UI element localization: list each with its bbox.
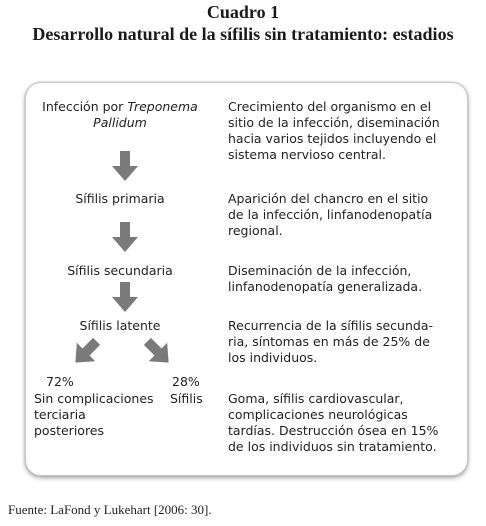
outcome-left-label <box>34 391 174 439</box>
description-line: de la infección, linfanodenopatía <box>228 207 433 222</box>
description-infection <box>228 99 460 163</box>
arrow-down-left-icon <box>66 334 106 370</box>
description-line: tardías. Destrucción ósea en 15% <box>228 423 439 438</box>
description-line: Aparición del chancro en el sitio <box>228 191 429 206</box>
description-latent <box>228 318 460 366</box>
outcome-left-label-line-3: posteriores <box>34 423 105 438</box>
outcome-right-percent: 28% <box>172 374 200 389</box>
description-tertiary <box>228 391 460 455</box>
outcome-right-label: Sífilis <box>170 391 203 406</box>
description-line: Crecimiento del organismo en el <box>228 99 432 114</box>
outcome-left-percent: 72% <box>46 374 74 389</box>
stage-infection-prefix: Infección por <box>42 99 124 114</box>
arrow-down-icon <box>112 282 138 312</box>
description-secondary <box>228 263 460 295</box>
description-line: hacia varios tejidos incluyendo el <box>228 131 437 146</box>
description-line: Goma, sífilis cardiovascular, <box>228 391 404 406</box>
figure-title: Cuadro 1 <box>206 2 280 22</box>
stage-primary: Sífilis primaria <box>75 191 165 206</box>
description-line: de los individuos sin tratamiento. <box>228 439 437 454</box>
description-line: Diseminación de la infección, <box>228 263 412 278</box>
stage-infection <box>32 99 208 131</box>
description-line: complicaciones neurológicas <box>228 407 408 422</box>
stage-secondary: Sífilis secundaria <box>67 263 173 278</box>
outcome-left-label-line-1: Sin complicaciones <box>34 391 154 406</box>
description-line: regional. <box>228 223 283 238</box>
stage-infection-organism-2: Pallidum <box>93 115 147 130</box>
stage-latent: Sífilis latente <box>79 318 161 333</box>
outcome-left-label-line-2: terciaria <box>34 407 86 422</box>
figure-subtitle: Desarrollo natural de la sífilis sin tratamiento: estadios <box>32 24 454 44</box>
description-primary <box>228 191 460 239</box>
stage-infection-organism-1: Treponema <box>127 99 198 114</box>
arrow-down-right-icon <box>138 334 178 370</box>
description-line: ria, síntomas en más de 25% de <box>228 334 430 349</box>
arrow-down-icon <box>112 222 138 252</box>
source-note: Fuente: LaFond y Lukehart [2006: 30]. <box>8 502 212 517</box>
description-line: los individuos. <box>228 350 318 365</box>
arrow-down-icon <box>112 151 138 181</box>
description-line: linfanodenopatía generalizada. <box>228 279 423 294</box>
description-line: sistema nervioso central. <box>228 147 386 162</box>
description-line: Recurrencia de la sífilis secunda- <box>228 318 434 333</box>
description-line: sitio de la infección, diseminación <box>228 115 440 130</box>
